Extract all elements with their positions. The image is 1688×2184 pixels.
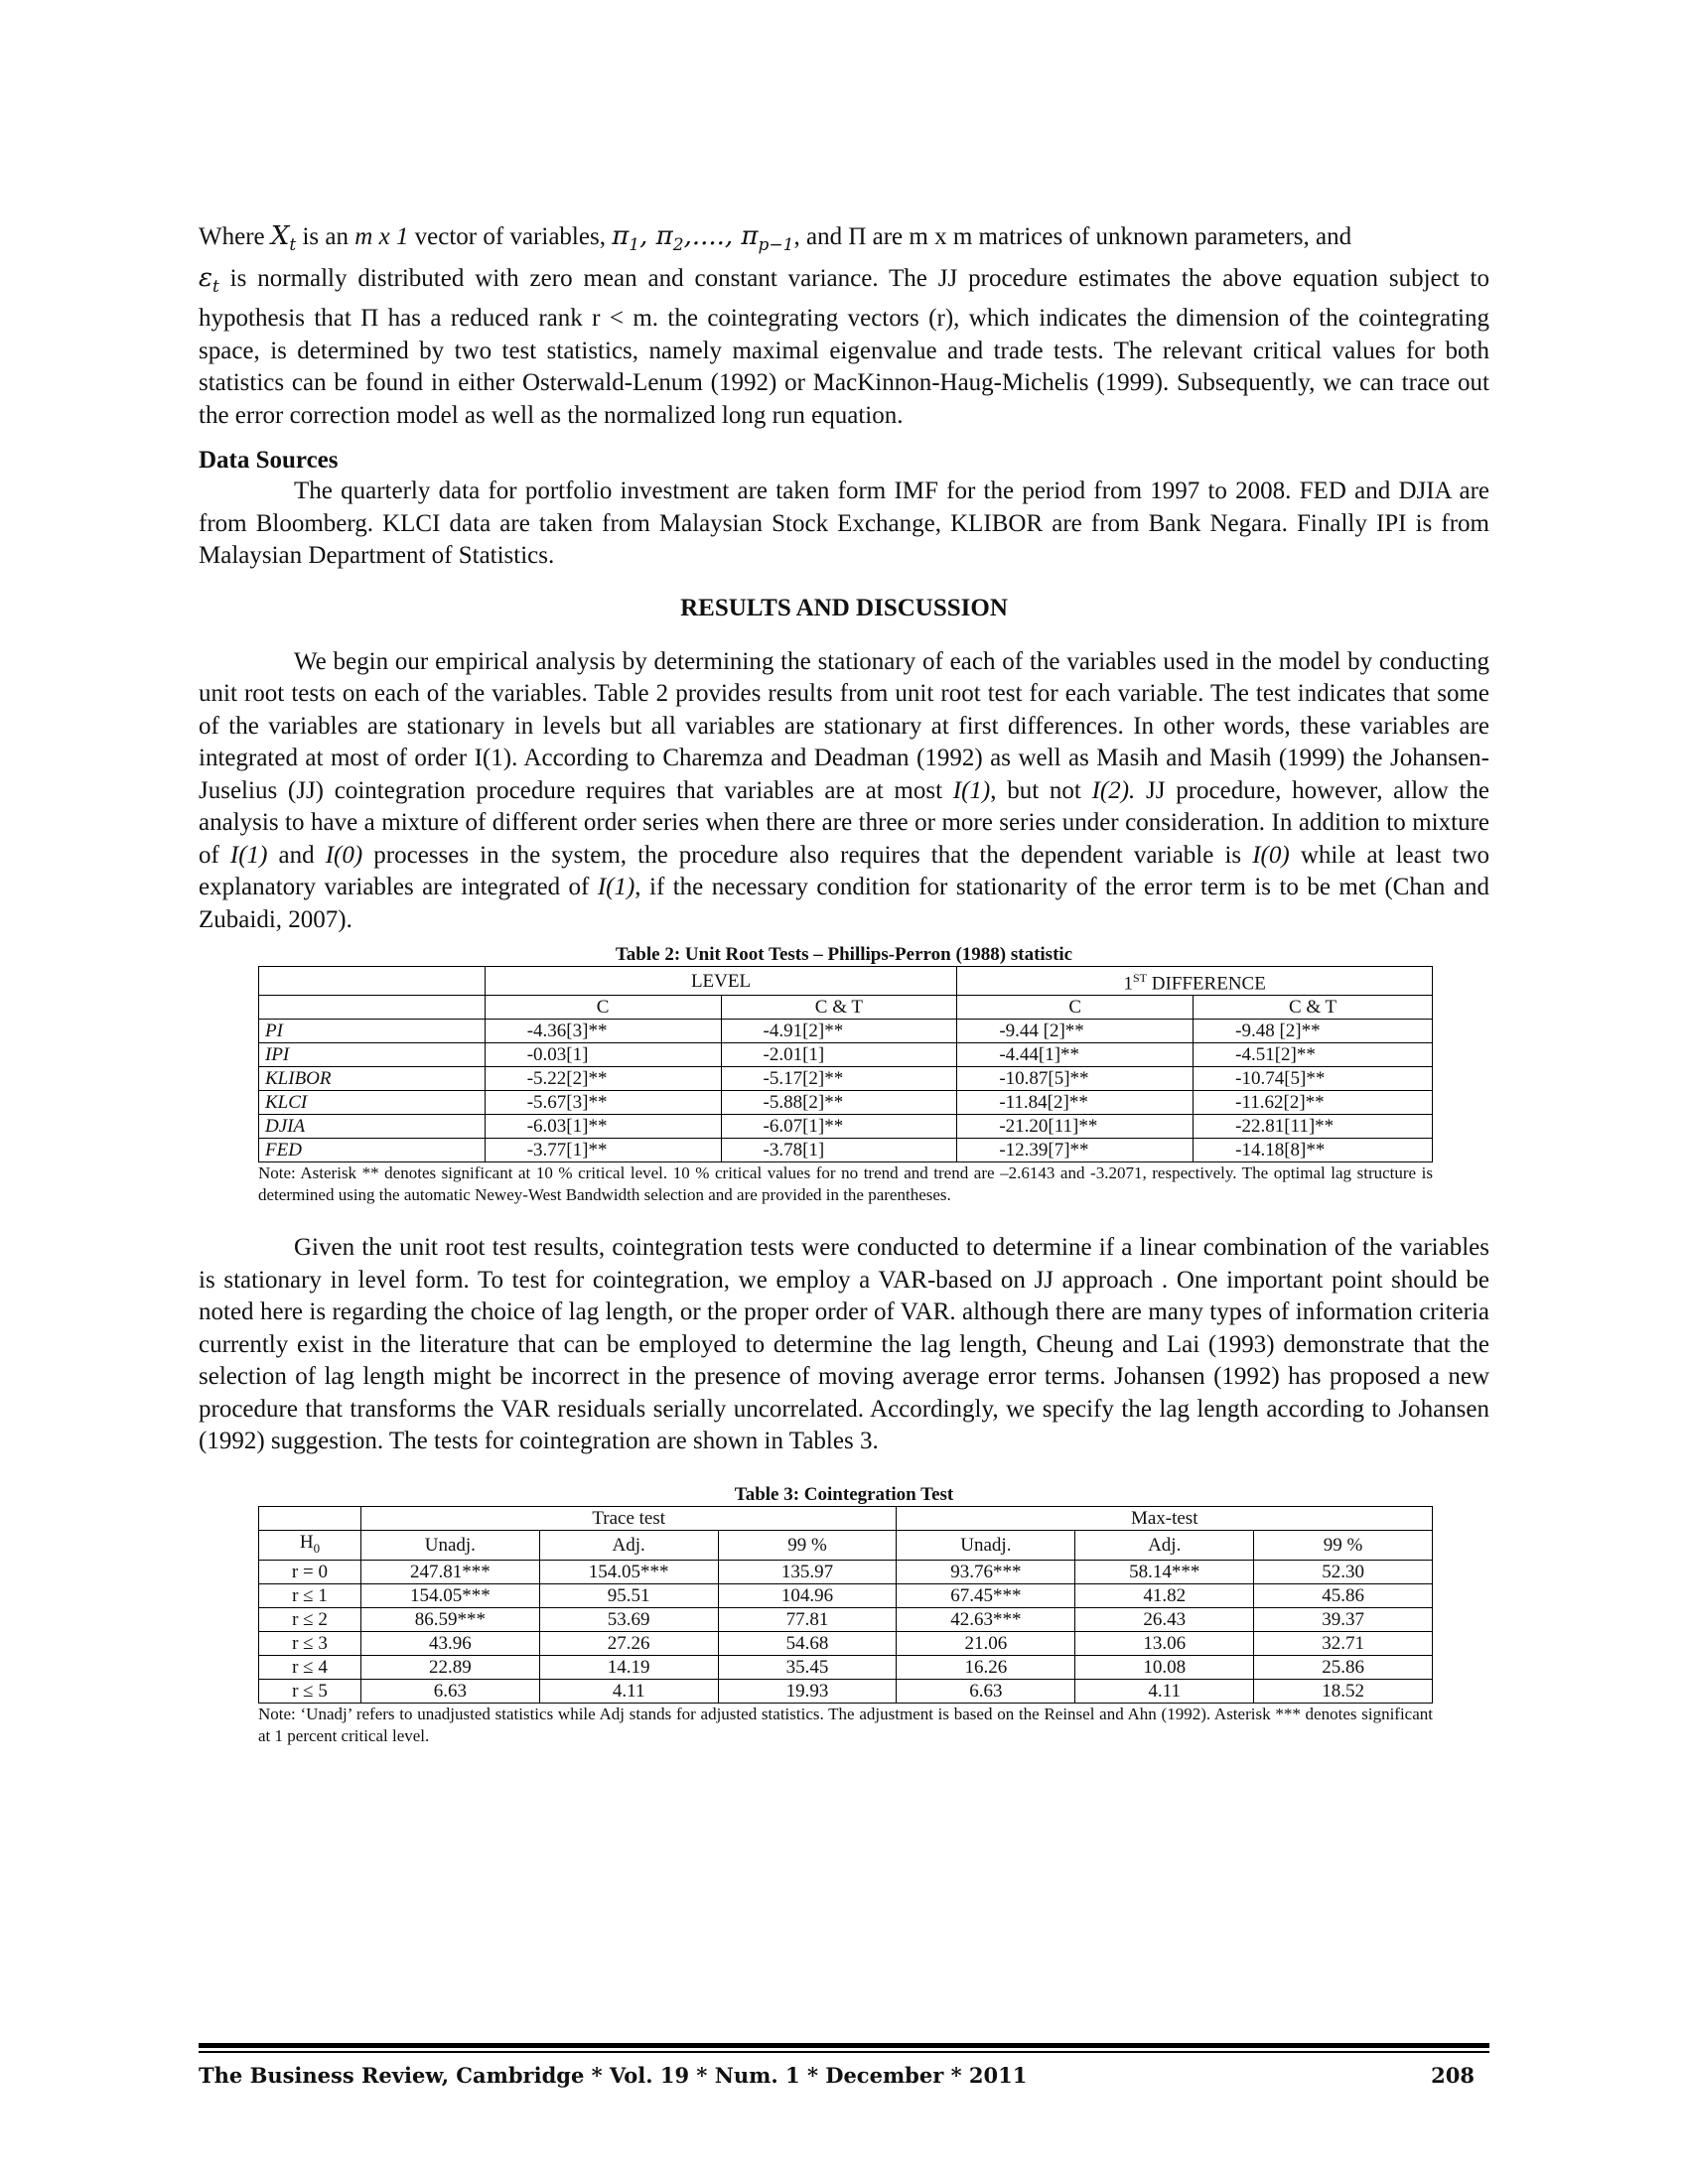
footer-rule-thin — [199, 2051, 1489, 2053]
table-cell: 6.63 — [897, 1679, 1075, 1703]
math-xt: $X_t$ — [270, 221, 297, 255]
table-cell: -6.03[1]** — [485, 1115, 721, 1139]
table-cell: 247.81*** — [360, 1560, 539, 1583]
table-row — [259, 1091, 1433, 1115]
table-row — [259, 1560, 1433, 1583]
table3-group-max: Max-test — [897, 1506, 1433, 1530]
table-cell: 67.45*** — [897, 1583, 1075, 1607]
row-label: r ≤ 4 — [259, 1655, 361, 1679]
table-cell: 135.97 — [718, 1560, 897, 1583]
table-cell: 10.08 — [1075, 1655, 1254, 1679]
table2-note: Note: Asterisk ** denotes significant at 10 % critical level. 10 % critical values for no trend and trend are –2.6143 and -3.2071, respectively. The optimal lag structure is determined using the automatic Newey-West Bandwidth selection and are provided in the parentheses. — [258, 1163, 1433, 1205]
table-cell: -2.01[1] — [721, 1043, 957, 1067]
table-cell: 53.69 — [539, 1607, 718, 1631]
row-label: IPI — [259, 1043, 486, 1067]
table-cell: 86.59*** — [360, 1607, 539, 1631]
table2-sub-header-row — [259, 996, 1433, 1020]
table-cell: 16.26 — [897, 1655, 1075, 1679]
table-cell: 93.76*** — [897, 1560, 1075, 1583]
table-cell: 4.11 — [539, 1679, 718, 1703]
table-row — [259, 1067, 1433, 1091]
table-cell: 26.43 — [1075, 1607, 1254, 1631]
table-cell: 52.30 — [1254, 1560, 1433, 1583]
table-cell: -10.87[5]** — [957, 1067, 1194, 1091]
math-epsilon: $\varepsilon_t$ — [199, 262, 219, 297]
table3-subheader: Unadj. — [360, 1530, 539, 1560]
table-cell: 25.86 — [1254, 1655, 1433, 1679]
table-cell: 39.37 — [1254, 1607, 1433, 1631]
paragraph-unit-root: We begin our empirical analysis by determining the stationary of each of the variables used in the model by conducting unit root tests on each of the variables. Table 2 provides results from unit root test for each variable. The test indicates that some of the variables are stationary in levels but all variables are stationary at first differences. In other words, these variables are integrated at most of order I(1). According to Charemza and Deadman (1992) as well as Masih and Masih (1999) the Johansen-Juselius (JJ) cointegration procedure requires that variables are at most I(1), but not I(2). JJ procedure, however, allow the analysis to have a mixture of different order series when there are three or more series under consideration. In addition to mixture of I(1) and I(0) processes in the system, the procedure also requires that the dependent variable is I(0) while at least two explanatory variables are integrated of I(1), if the necessary condition for stationarity of the error term is to be met (Chan and Zubaidi, 2007). — [199, 647, 1489, 933]
table-row — [259, 1655, 1433, 1679]
table3-note: Note: ‘Unadj’ refers to unadjusted statistics while Adj stands for adjusted statistics. The adjustment is based on the Reinsel and Ahn (1992). Asterisk *** denotes significant at 1 percent critical level. — [258, 1704, 1433, 1745]
table-cell: -0.03[1] — [485, 1043, 721, 1067]
table3-subheader: Adj. — [539, 1530, 718, 1560]
table-cell: 21.06 — [897, 1631, 1075, 1655]
table3-subheader: 99 % — [718, 1530, 897, 1560]
table2-caption: Table 2: Unit Root Tests – Phillips-Perron (1988) statistic — [615, 944, 1073, 965]
table2-group-difference: 1ST DIFFERENCE — [957, 967, 1433, 996]
table-cell: -6.07[1]** — [721, 1115, 957, 1139]
table2-subheader: C & T — [1194, 996, 1433, 1020]
row-label: PI — [259, 1020, 486, 1043]
section-heading: RESULTS AND DISCUSSION — [680, 594, 1008, 621]
table3-cointegration — [258, 1506, 1433, 1704]
table-cell: -3.78[1] — [721, 1139, 957, 1162]
table-cell: -12.39[7]** — [957, 1139, 1194, 1162]
table3-sub-header-row — [259, 1530, 1433, 1560]
table-cell: 95.51 — [539, 1583, 718, 1607]
table-cell: 27.26 — [539, 1631, 718, 1655]
table-cell: -4.91[2]** — [721, 1020, 957, 1043]
journal-citation: The Business Review, Cambridge * Vol. 19 * Num. 1 * December * 2011 — [199, 2063, 1028, 2088]
row-label: DJIA — [259, 1115, 486, 1139]
table3-subheader: 99 % — [1254, 1530, 1433, 1560]
table3-subheader: Unadj. — [897, 1530, 1075, 1560]
table-cell: -9.48 [2]** — [1194, 1020, 1433, 1043]
table-cell: 43.96 — [360, 1631, 539, 1655]
table-cell: 104.96 — [718, 1583, 897, 1607]
table-cell: -4.44[1]** — [957, 1043, 1194, 1067]
table2-subheader: C & T — [721, 996, 957, 1020]
table-cell: -22.81[11]** — [1194, 1115, 1433, 1139]
table-row — [259, 1679, 1433, 1703]
row-label: r ≤ 1 — [259, 1583, 361, 1607]
table-cell: 77.81 — [718, 1607, 897, 1631]
table-cell: 41.82 — [1075, 1583, 1254, 1607]
page-number: 208 — [1431, 2063, 1475, 2088]
table-cell: -14.18[8]** — [1194, 1139, 1433, 1162]
paragraph-model-description: Where $X_t$ is an m x 1 vector of variables, $\pi_1$, $\pi_2$,...., $\pi_{p-1}$, and Π are m x m matrices of unknown parameters, and $\varepsilon_t$ is normally distributed with zero mean and constant variance. The JJ procedure estimates the above equation subject to hypothesis that Π has a reduced rank r < m. the cointegrating vectors (r), which indicates the dimension of the cointegrating space, is determined by two test statistics, namely maximal eigenvalue and trade tests. The relevant critical values for both statistics can be found in either Osterwald-Lenum (1992) or MacKinnon-Haug-Michelis (1999). Subsequently, we can trace out the error correction model as well as the normalized long run equation. — [199, 221, 1489, 429]
row-label: FED — [259, 1139, 486, 1162]
table-cell: 4.11 — [1075, 1679, 1254, 1703]
table-cell: 154.05*** — [360, 1583, 539, 1607]
table-cell: -21.20[11]** — [957, 1115, 1194, 1139]
table3-caption: Table 3: Cointegration Test — [734, 1483, 954, 1505]
table-cell: 54.68 — [718, 1631, 897, 1655]
table-cell: -5.88[2]** — [721, 1091, 957, 1115]
table2-group-level: LEVEL — [485, 967, 957, 996]
data-sources-paragraph: The quarterly data for portfolio investment are taken form IMF for the period from 1997 to 2008. FED and DJIA are from Bloomberg. KLCI data are taken from Malaysian Stock Exchange, KLIBOR are from Bank Negara. Finally IPI is from Malaysian Department of Statistics. — [199, 478, 1489, 569]
row-label: r ≤ 5 — [259, 1679, 361, 1703]
table-cell: 14.19 — [539, 1655, 718, 1679]
table2-subheader: C — [957, 996, 1194, 1020]
table-cell: -5.22[2]** — [485, 1067, 721, 1091]
table-cell: 13.06 — [1075, 1631, 1254, 1655]
table-cell: 154.05*** — [539, 1560, 718, 1583]
table2-group-header-row — [259, 967, 1433, 996]
table-cell: -5.17[2]** — [721, 1067, 957, 1091]
page-body — [199, 220, 1489, 1747]
data-sources-heading: Data Sources — [199, 447, 339, 474]
table2-unit-root — [258, 966, 1433, 1162]
table-cell: -9.44 [2]** — [957, 1020, 1194, 1043]
table-cell: -3.77[1]** — [485, 1139, 721, 1162]
table-row — [259, 1139, 1433, 1162]
table-row — [259, 1631, 1433, 1655]
row-label: r = 0 — [259, 1560, 361, 1583]
table-cell: -4.36[3]** — [485, 1020, 721, 1043]
table-cell: -10.74[5]** — [1194, 1067, 1433, 1091]
table-cell: -5.67[3]** — [485, 1091, 721, 1115]
table-row — [259, 1583, 1433, 1607]
table2-subheader: C — [485, 996, 721, 1020]
row-label: r ≤ 3 — [259, 1631, 361, 1655]
table-cell: -4.51[2]** — [1194, 1043, 1433, 1067]
table-cell: -11.84[2]** — [957, 1091, 1194, 1115]
row-label: KLCI — [259, 1091, 486, 1115]
math-pi-series: $\pi_1$, $\pi_2$,...., $\pi_{p-1}$ — [612, 221, 794, 255]
table-row — [259, 1020, 1433, 1043]
table-cell: 22.89 — [360, 1655, 539, 1679]
table-cell: 19.93 — [718, 1679, 897, 1703]
table-cell: 18.52 — [1254, 1679, 1433, 1703]
table3-h0-header: $H_0$ — [259, 1530, 361, 1560]
footer-rule-thick — [199, 2043, 1489, 2048]
table-row — [259, 1043, 1433, 1067]
row-label: KLIBOR — [259, 1067, 486, 1091]
table3-group-trace: Trace test — [360, 1506, 897, 1530]
paragraph-cointegration: Given the unit root test results, cointegration tests were conducted to determine if a linear combination of the variables is stationary in level form. To test for cointegration, we employ a VAR-based on JJ approach . One important point should be noted here is regarding the choice of lag length, or the proper order of VAR. although there are many types of information criteria currently exist in the literature that can be employed to determine the lag length, Cheung and Lai (1993) demonstrate that the selection of lag length might be incorrect in the presence of moving average error terms. Johansen (1992) has proposed a new procedure that transforms the VAR residuals serially uncorrelated. Accordingly, we specify the lag length according to Johansen (1992) suggestion. The tests for cointegration are shown in Tables 3. — [199, 1234, 1489, 1455]
page-footer — [199, 2043, 1489, 2088]
row-label: r ≤ 2 — [259, 1607, 361, 1631]
table-cell: 35.45 — [718, 1655, 897, 1679]
table-row — [259, 1607, 1433, 1631]
table-cell: 42.63*** — [897, 1607, 1075, 1631]
table-cell: 58.14*** — [1075, 1560, 1254, 1583]
table-row — [259, 1115, 1433, 1139]
table3-subheader: Adj. — [1075, 1530, 1254, 1560]
table-cell: 32.71 — [1254, 1631, 1433, 1655]
table-cell: -11.62[2]** — [1194, 1091, 1433, 1115]
table-cell: 45.86 — [1254, 1583, 1433, 1607]
table-cell: 6.63 — [360, 1679, 539, 1703]
table3-group-header-row — [259, 1506, 1433, 1530]
